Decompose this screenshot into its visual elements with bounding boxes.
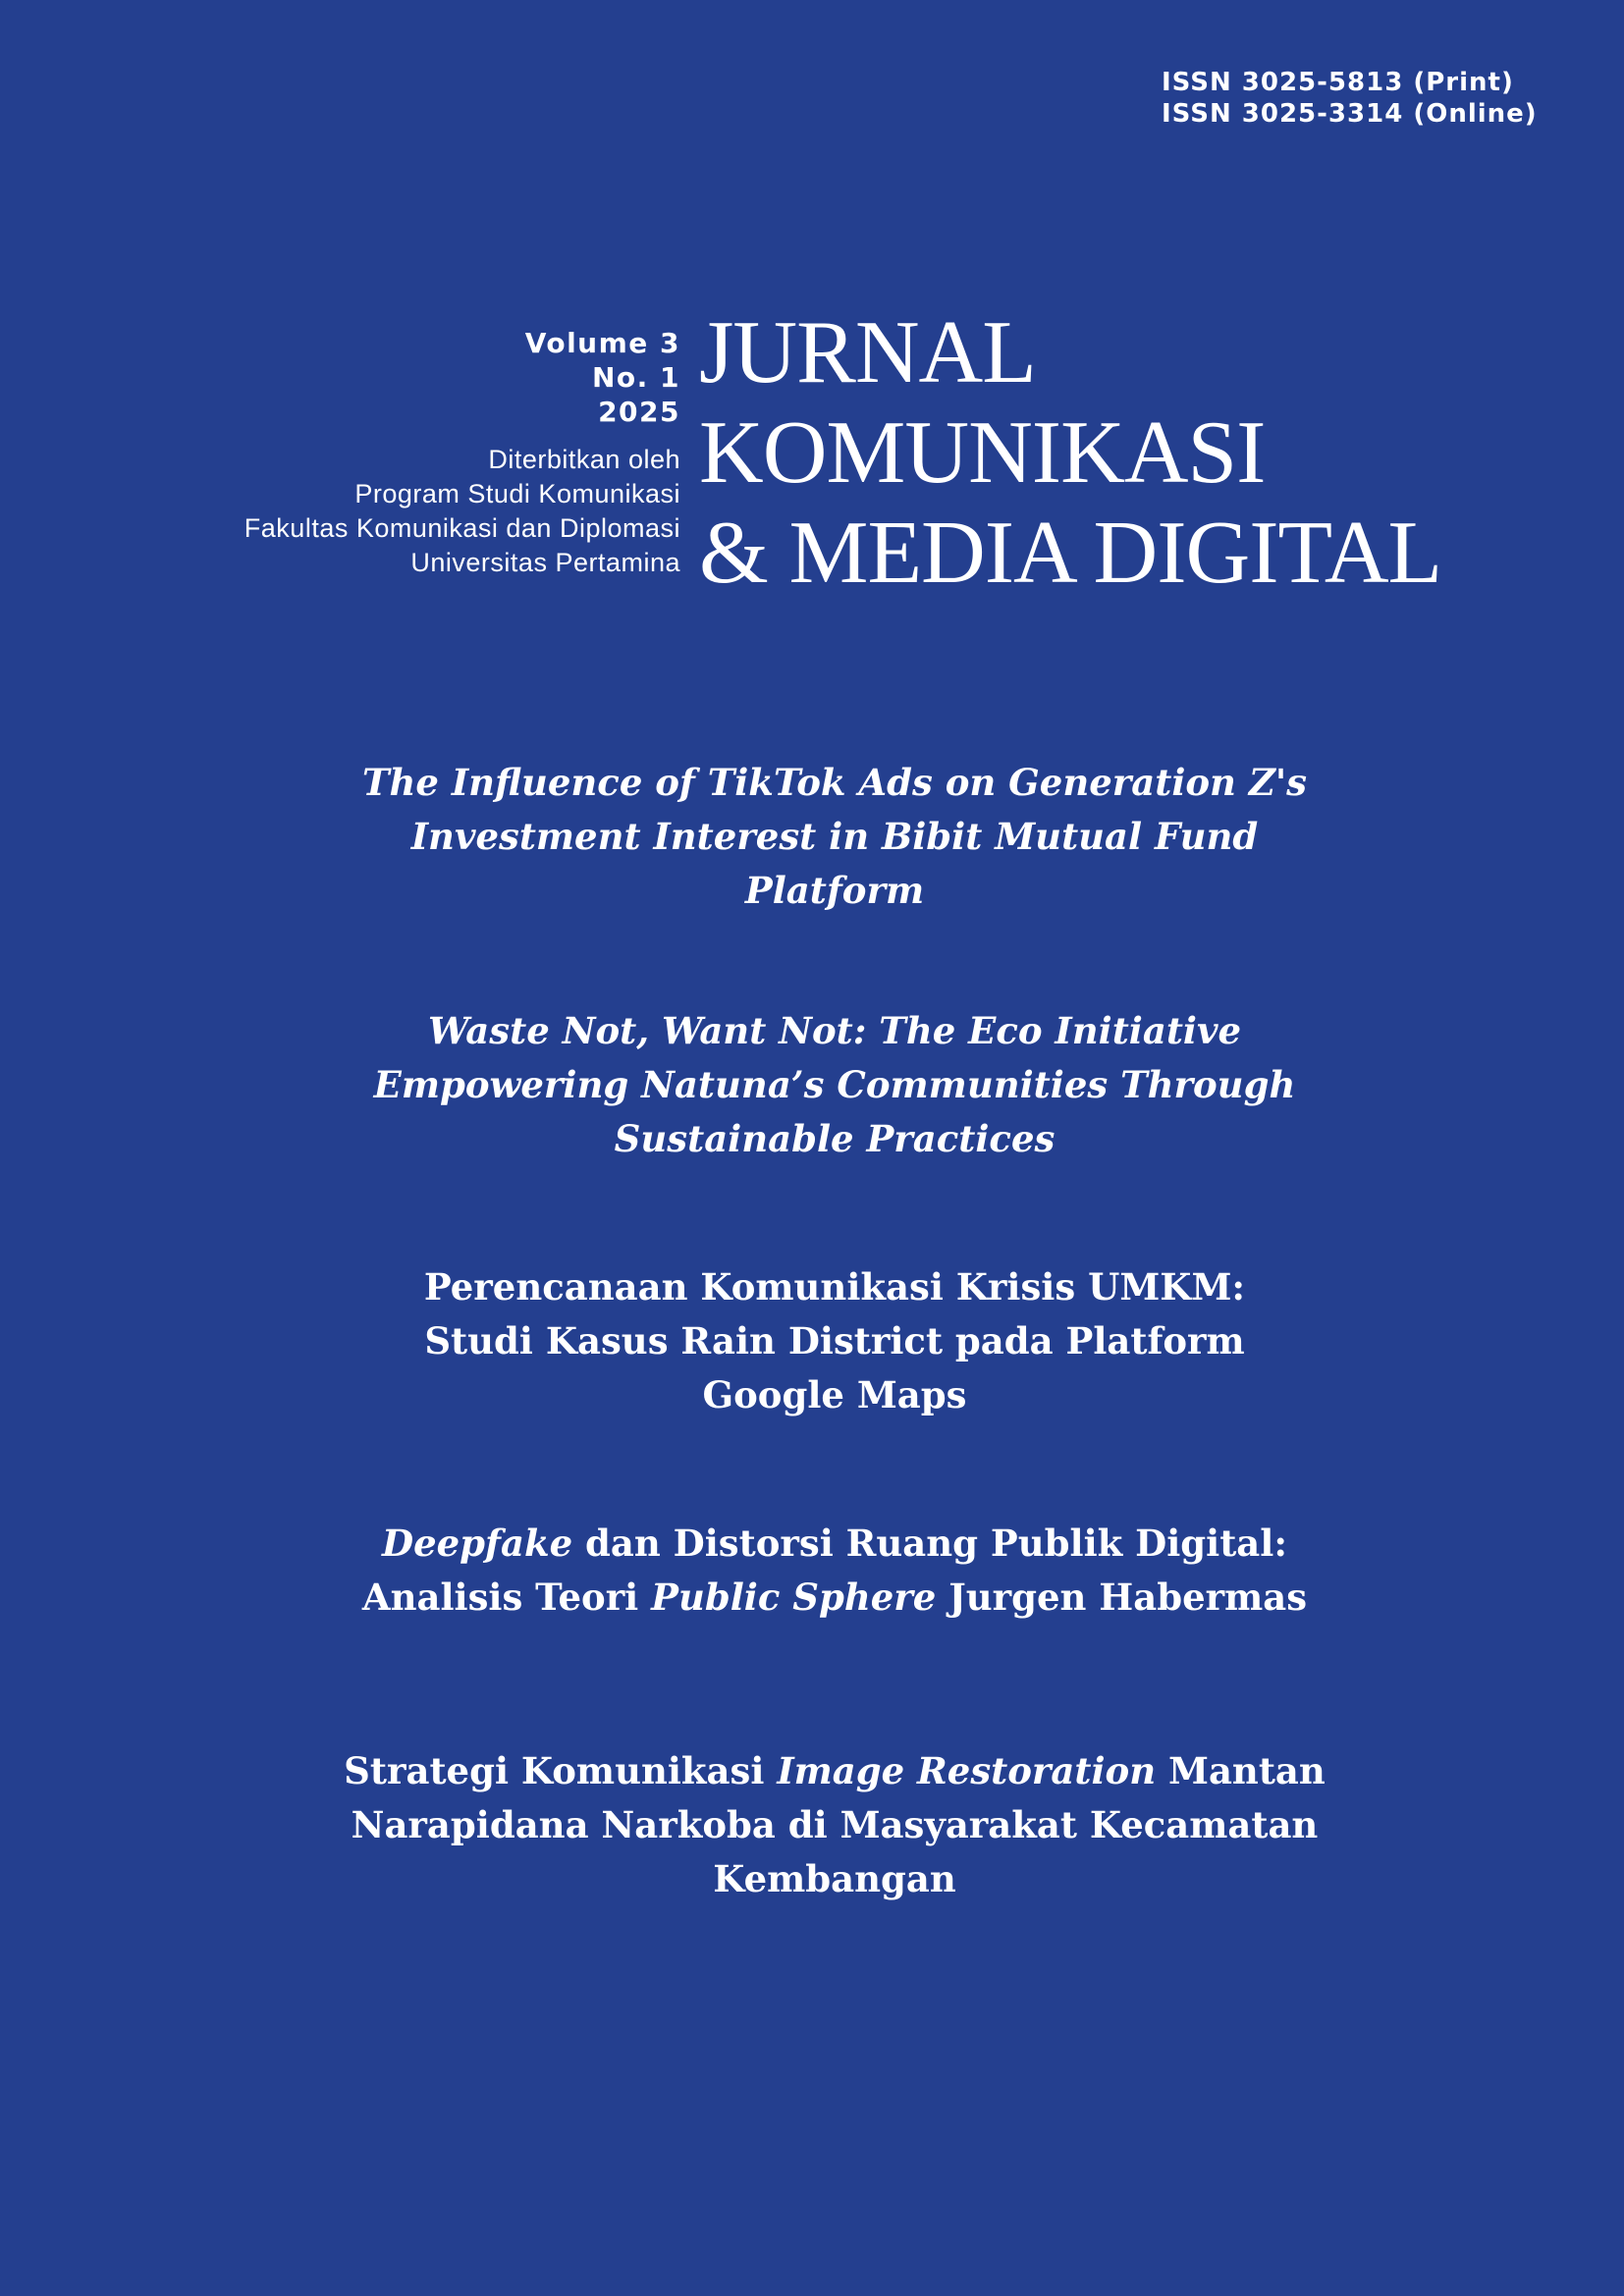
issue-info bbox=[244, 326, 680, 429]
article-5-line-2: Narapidana Narkoba di Masyarakat Kecamatan bbox=[351, 1803, 1319, 1846]
article-4-line-1 bbox=[245, 1517, 1424, 1571]
article-1-line-1: The Influence of TikTok Ads on Generation Z's bbox=[361, 761, 1308, 804]
article-5-line-1-pre: Strategi Komunikasi bbox=[344, 1749, 778, 1792]
journal-title-line-1: JURNAL bbox=[699, 302, 1036, 401]
article-2-line-1: Waste Not, Want Not: The Eco Initiative bbox=[427, 1009, 1242, 1052]
article-title-4 bbox=[245, 1517, 1424, 1625]
journal-title bbox=[699, 302, 1441, 603]
article-4-line-2 bbox=[245, 1571, 1424, 1625]
issn-online: ISSN 3025-3314 (Online) bbox=[1162, 99, 1538, 129]
publisher-line-3: Fakultas Komunikasi dan Diplomasi bbox=[244, 513, 680, 543]
issue-year: 2025 bbox=[598, 396, 680, 428]
journal-title-line-3: & MEDIA DIGITAL bbox=[699, 503, 1442, 602]
article-3-line-2: Studi Kasus Rain District pada Platform bbox=[424, 1319, 1245, 1362]
journal-title-line-2: KOMUNIKASI bbox=[699, 402, 1266, 502]
article-4-term-public-sphere: Public Sphere bbox=[651, 1575, 937, 1619]
article-3-line-1: Perencanaan Komunikasi Krisis UMKM: bbox=[423, 1265, 1246, 1308]
article-5-term-image-restoration: Image Restoration bbox=[777, 1749, 1157, 1792]
article-title-5 bbox=[245, 1744, 1424, 1906]
article-4-line-2-post: Jurgen Habermas bbox=[936, 1575, 1308, 1619]
article-1-line-2: Investment Interest in Bibit Mutual Fund bbox=[410, 815, 1259, 858]
issn-block bbox=[1162, 67, 1538, 130]
article-title-1 bbox=[245, 756, 1424, 918]
publisher-info bbox=[244, 443, 680, 580]
issue-volume: Volume 3 bbox=[524, 327, 680, 359]
article-4-line-1-rest: dan Distorsi Ruang Publik Digital: bbox=[572, 1522, 1287, 1565]
publisher-line-1: Diterbitkan oleh bbox=[488, 445, 680, 474]
article-title-2 bbox=[245, 1004, 1424, 1166]
issue-meta bbox=[244, 326, 680, 580]
article-2-line-3: Sustainable Practices bbox=[614, 1117, 1056, 1160]
article-4-term-deepfake: Deepfake bbox=[382, 1522, 573, 1565]
article-5-line-1 bbox=[245, 1744, 1424, 1798]
publisher-line-2: Program Studi Komunikasi bbox=[354, 479, 680, 508]
article-4-line-2-pre: Analisis Teori bbox=[361, 1575, 652, 1619]
article-5-line-1-post: Mantan bbox=[1156, 1749, 1326, 1792]
issn-print: ISSN 3025-5813 (Print) bbox=[1162, 68, 1514, 97]
issue-number: No. 1 bbox=[591, 361, 680, 394]
article-title-3 bbox=[245, 1260, 1424, 1422]
article-3-line-3: Google Maps bbox=[702, 1373, 967, 1416]
publisher-line-4: Universitas Pertamina bbox=[410, 548, 680, 577]
article-1-line-3: Platform bbox=[744, 869, 925, 912]
article-5-line-3: Kembangan bbox=[713, 1857, 956, 1900]
article-2-line-2: Empowering Natuna’s Communities Through bbox=[373, 1063, 1296, 1106]
